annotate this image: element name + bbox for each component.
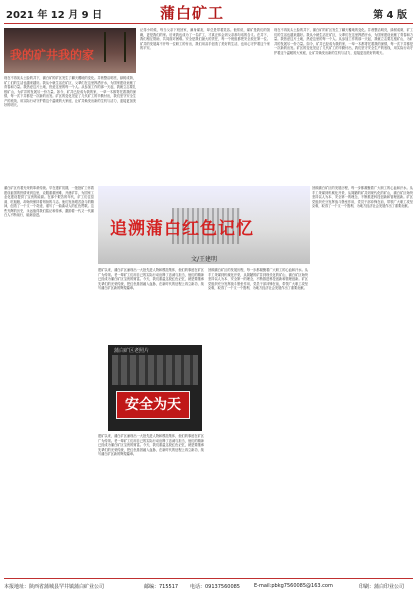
feature2-banner (98, 186, 310, 264)
historical-photo (108, 345, 202, 431)
newspaper-title: 蒲白矿工 (160, 4, 225, 22)
feature1-column-2: 记得小时候，每当父亲下班回家，满身煤灰，却总是带着笑容。他常说，煤矿是我们的饭碗，更是我们的家。后来我也成为了一名矿工，才真正体会到父亲那句话的含义。在井下，我们相互帮助，共同面对困难。安全是我们最大的责任，每一个班组都把安全放在第一位。矿井的发展离不开每一位职工的付出，我们用双手创造了美好的生活，也用心守护着这个家的平安。 (140, 28, 270, 51)
feature2-byline: 文/王建明 (190, 256, 218, 263)
footer-phone: 电话：09137560085 (190, 584, 240, 590)
footer-address: 本报地址：陕西省蒲城县罕井镇蒲白矿业公司 (4, 584, 105, 590)
issue-date: 2021 年 12 月 9 日 (6, 10, 103, 21)
headframe-icon (104, 32, 126, 62)
masthead (0, 0, 417, 24)
feature1-banner (4, 28, 136, 73)
footer-postcode: 邮编：715517 (144, 584, 179, 590)
safety-sign-text: 安全为天 (125, 397, 181, 413)
page-number: 第 4 版 (373, 10, 407, 21)
feature2-column-4: 回顾蒲白矿区的发展历程，每一步都凝聚着广大职工的心血和汗水。从手工采煤到机械化开采，从简陋的矿井到现代化的矿山，蒲白矿区始终坚持以人为本、安全第一的理念，不断推进科技创新和管理创新。矿区党组织充分发挥战斗堡垒作用，党员干部冲锋在前，带领广大职工攻坚克难，取得了一个又一个胜利，为地方经济社会发展作出了重要贡献。 (312, 186, 413, 209)
footer-email: E-mail:pbkg7560085@163.com (254, 583, 333, 589)
feature1-column-1: 现在不再灰头土脸的井下，蒲白矿的矿区发生了翻天覆地的变化。井巷整洁明亮，绿树成荫，矿工们的生活也越来越好。我从小就生活在矿区，父辈们在这里挥洒汗水，为国家建设贡献了青春和力量。我热爱这片土地，热爱这里的每一个人。从参加工作的那一天起，我就立志要扎根矿山，为矿井的发展尽一份力量。如今，矿井已经成为我的家，一草一木都寄托着我的深情，每一次下井都是一次新的出发。矿区的变化见证了几代矿工的辛勤付出，我们坚守安全生产的底线，用实际行动守护着这个温暖的大家庭，让矿井焕发出新的生机与活力，迎接更加美好的明天。 (4, 76, 136, 108)
feature2-column-2b: 建矿以来，蒲白矿区涌现出一大批先进人物和模范集体，他们的事迹在矿区广为传颂。老一辈矿工们用自己的实际行动诠释了忠诚与担当，他们的精神已经成为蒲白矿区宝贵的财富。今天，我们重温这段红色记忆，就是要继承先辈们的光荣传统，把红色基因融入血脉，在新时代的征程上再立新功，续写蒲白矿区新的辉煌篇章。 (98, 434, 204, 457)
safety-sign (116, 391, 190, 419)
header-rule (4, 23, 413, 24)
feature2-column-2: 建矿以来，蒲白矿区涌现出一大批先进人物和模范集体，他们的事迹在矿区广为传颂。老一辈矿工们用自己的实际行动诠释了忠诚与担当，他们的精神已经成为蒲白矿区宝贵的财富。今天，我们重温这段红色记忆，就是要继承先辈们的光荣传统，把红色基因融入血脉，在新时代的征程上再立新功，续写蒲白矿区新的辉煌篇章。 (98, 268, 204, 291)
footer-rule (4, 578, 413, 579)
feature1-title: 我的矿井我的家 (10, 48, 95, 62)
group-photo (112, 355, 198, 385)
photo-caption: 蒲白矿区老照片 (114, 348, 150, 354)
footer-printer: 印刷：蒲白印业公司 (359, 584, 405, 590)
feature1-column-3: 现在不再灰头土脸的井下，蒲白矿的矿区发生了翻天覆地的变化。井巷整洁明亮，绿树成荫，矿工们的生活也越来越好。我从小就生活在矿区，父辈们在这里挥洒汗水，为国家建设贡献了青春和力量。我热爱这片土地，热爱这里的每一个人。从参加工作的那一天起，我就立志要扎根矿山，为矿井的发展尽一份力量。如今，矿井已经成为我的家，一草一木都寄托着我的深情，每一次下井都是一次新的出发。矿区的变化见证了几代矿工的辛勤付出，我们坚守安全生产的底线，用实际行动守护着这个温暖的大家庭，让矿井焕发出新的生机与活力，迎接更加美好的明天。 (274, 28, 413, 55)
feature2-title: 追溯蒲白红色记忆 (110, 219, 254, 239)
feature2-column-1: 蒲白矿区有着光荣的革命传统。早在建矿初期，一批批矿工怀着建设祖国的热情来到这里，克服重重困难，开凿矿井，为国家工业化建设提供了宝贵的能源。在那个艰苦的年代，矿工们住窑洞、吃粗粮，却始终保持着昂扬的斗志。他们发扬艰苦奋斗的精神，创造了一个又一个奇迹，谱写了一曲曲动人的红色赞歌。这些光辉的历史，永远值得我们铭记和传承，激励着一代又一代蒲白人不断前行，砥砺奋进。 (4, 186, 94, 218)
footer (4, 580, 413, 594)
feature2-column-3: 回顾蒲白矿区的发展历程，每一步都凝聚着广大职工的心血和汗水。从手工采煤到机械化开采，从简陋的矿井到现代化的矿山，蒲白矿区始终坚持以人为本、安全第一的理念，不断推进科技创新和管理创新。矿区党组织充分发挥战斗堡垒作用，党员干部冲锋在前，带领广大职工攻坚克难，取得了一个又一个胜利，为地方经济社会发展作出了重要贡献。 (208, 268, 308, 291)
